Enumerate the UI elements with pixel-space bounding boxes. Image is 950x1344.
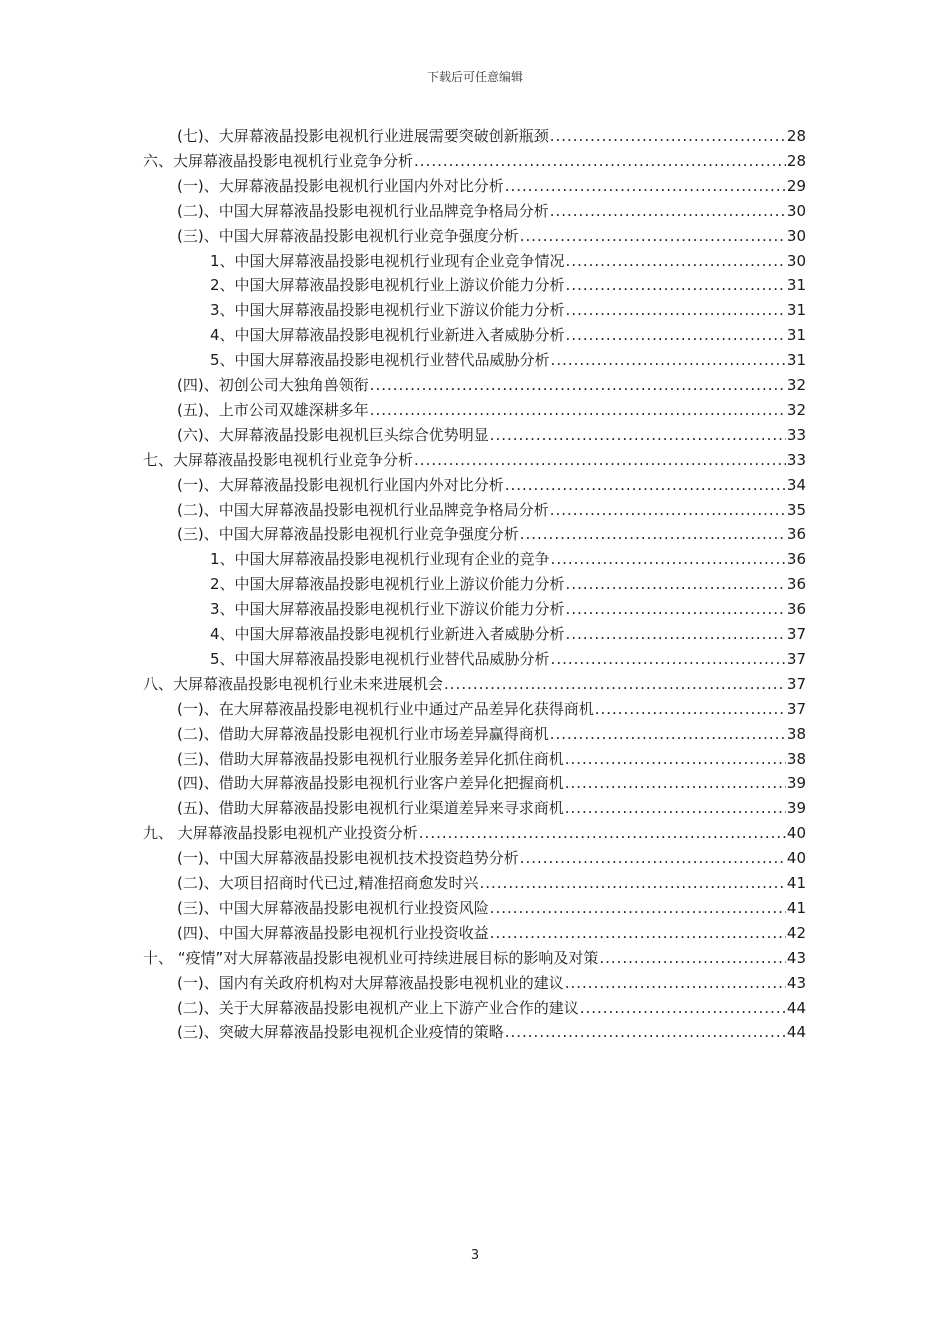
toc-dot-leader — [505, 1020, 786, 1045]
toc-dot-leader — [566, 323, 786, 348]
toc-dot-leader — [551, 647, 786, 672]
toc-entry[interactable] — [177, 796, 806, 821]
toc-entry[interactable] — [177, 174, 806, 199]
toc-entry-page: 37 — [786, 625, 806, 643]
toc-entry-title: (一)、大屏幕液晶投影电视机行业国内外对比分析 — [177, 476, 504, 494]
toc-entry-title: (二)、借助大屏幕液晶投影电视机行业市场差异赢得商机 — [177, 725, 549, 743]
toc-entry-title: 5、中国大屏幕液晶投影电视机行业替代品威胁分析 — [210, 650, 550, 668]
toc-entry-title: (五)、上市公司双雄深耕多年 — [177, 401, 369, 419]
toc-entry-page: 37 — [786, 650, 806, 668]
toc-dot-leader — [565, 747, 786, 772]
toc-entry-page: 36 — [786, 600, 806, 618]
toc-entry[interactable] — [177, 921, 806, 946]
toc-entry-title: 4、中国大屏幕液晶投影电视机行业新进入者威胁分析 — [210, 326, 565, 344]
toc-entry-page: 39 — [786, 799, 806, 817]
toc-entry-title: 1、中国大屏幕液晶投影电视机行业现有企业的竞争 — [210, 550, 550, 568]
toc-entry-page: 33 — [786, 451, 806, 469]
page-number: 3 — [470, 1248, 480, 1263]
toc-entry-page: 42 — [786, 924, 806, 942]
toc-entry[interactable] — [210, 273, 806, 298]
toc-entry-title: (二)、大项目招商时代已过,精准招商愈发时兴 — [177, 874, 479, 892]
toc-entry[interactable] — [143, 672, 806, 697]
toc-entry[interactable] — [177, 199, 806, 224]
toc-dot-leader — [551, 547, 786, 572]
toc-entry[interactable] — [177, 747, 806, 772]
toc-entry[interactable] — [143, 946, 806, 971]
toc-entry-page: 30 — [786, 202, 806, 220]
toc-dot-leader — [520, 522, 786, 547]
toc-dot-leader — [550, 199, 786, 224]
toc-entry-page: 40 — [786, 824, 806, 842]
toc-entry[interactable] — [210, 597, 806, 622]
toc-entry-title: (七)、大屏幕液晶投影电视机行业进展需要突破创新瓶颈 — [177, 127, 549, 145]
toc-entry-title: (一)、在大屏幕液晶投影电视机行业中通过产品差异化获得商机 — [177, 700, 594, 718]
toc-entry-title: (二)、关于大屏幕液晶投影电视机产业上下游产业合作的建议 — [177, 999, 579, 1017]
toc-entry[interactable] — [177, 697, 806, 722]
toc-entry[interactable] — [143, 448, 806, 473]
toc-entry-title: 5、中国大屏幕液晶投影电视机行业替代品威胁分析 — [210, 351, 550, 369]
toc-entry-title: (二)、中国大屏幕液晶投影电视机行业品牌竞争格局分析 — [177, 202, 549, 220]
toc-dot-leader — [419, 821, 786, 846]
toc-entry-title: 2、中国大屏幕液晶投影电视机行业上游议价能力分析 — [210, 276, 565, 294]
toc-entry-page: 29 — [786, 177, 806, 195]
toc-entry-page: 39 — [786, 774, 806, 792]
toc-entry[interactable] — [177, 996, 806, 1021]
toc-entry-title: 七、大屏幕液晶投影电视机行业竞争分析 — [143, 451, 414, 469]
toc-dot-leader — [566, 597, 786, 622]
toc-entry-title: (三)、中国大屏幕液晶投影电视机行业投资风险 — [177, 899, 489, 917]
toc-entry-title: (一)、国内有关政府机构对大屏幕液晶投影电视机业的建议 — [177, 974, 564, 992]
toc-entry-title: (三)、突破大屏幕液晶投影电视机企业疫情的策略 — [177, 1023, 504, 1041]
toc-entry-page: 38 — [786, 725, 806, 743]
toc-entry-page: 43 — [786, 949, 806, 967]
toc-dot-leader — [550, 124, 786, 149]
toc-entry[interactable] — [177, 124, 806, 149]
toc-entry-page: 40 — [786, 849, 806, 867]
toc-dot-leader — [550, 498, 786, 523]
toc-dot-leader — [370, 373, 786, 398]
toc-entry[interactable] — [177, 1020, 806, 1045]
toc-entry[interactable] — [210, 298, 806, 323]
toc-entry-page: 31 — [786, 351, 806, 369]
toc-dot-leader — [490, 921, 786, 946]
toc-entry-page: 43 — [786, 974, 806, 992]
toc-entry-title: 3、中国大屏幕液晶投影电视机行业下游议价能力分析 — [210, 301, 565, 319]
toc-entry-page: 36 — [786, 575, 806, 593]
toc-dot-leader — [566, 273, 786, 298]
toc-entry[interactable] — [177, 224, 806, 249]
toc-entry[interactable] — [177, 498, 806, 523]
toc-entry-title: (四)、中国大屏幕液晶投影电视机行业投资收益 — [177, 924, 489, 942]
toc-entry-page: 44 — [786, 999, 806, 1017]
toc-entry-page: 35 — [786, 501, 806, 519]
toc-dot-leader — [566, 622, 786, 647]
toc-entry-page: 32 — [786, 376, 806, 394]
toc-entry[interactable] — [177, 846, 806, 871]
page-header: 下载后可任意编辑 — [426, 70, 523, 84]
toc-entry-page: 31 — [786, 326, 806, 344]
toc-dot-leader — [599, 946, 786, 971]
toc-entry[interactable] — [177, 722, 806, 747]
toc-entry[interactable] — [210, 249, 806, 274]
toc-dot-leader — [565, 971, 786, 996]
toc-entry-title: (二)、中国大屏幕液晶投影电视机行业品牌竞争格局分析 — [177, 501, 549, 519]
toc-entry-page: 44 — [786, 1023, 806, 1041]
toc-entry-title: 3、中国大屏幕液晶投影电视机行业下游议价能力分析 — [210, 600, 565, 618]
toc-entry-page: 28 — [786, 152, 806, 170]
toc-dot-leader — [550, 722, 786, 747]
toc-entry-title: (五)、借助大屏幕液晶投影电视机行业渠道差异来寻求商机 — [177, 799, 564, 817]
toc-entry-page: 37 — [786, 675, 806, 693]
toc-entry[interactable] — [143, 149, 806, 174]
toc-entry[interactable] — [177, 522, 806, 547]
toc-entry[interactable] — [177, 971, 806, 996]
toc-entry[interactable] — [177, 473, 806, 498]
toc-dot-leader — [479, 871, 785, 896]
toc-dot-leader — [551, 348, 786, 373]
toc-entry-title: 六、大屏幕液晶投影电视机行业竞争分析 — [143, 152, 414, 170]
toc-entry-page: 32 — [786, 401, 806, 419]
toc-dot-leader — [505, 473, 786, 498]
toc-dot-leader — [414, 448, 786, 473]
toc-entry-title: (三)、中国大屏幕液晶投影电视机行业竞争强度分析 — [177, 227, 519, 245]
toc-entry[interactable] — [177, 398, 806, 423]
toc-entry[interactable] — [177, 373, 806, 398]
toc-dot-leader — [505, 174, 786, 199]
toc-entry-title: 十、 “疫情”对大屏幕液晶投影电视机业可持续进展目标的影响及对策 — [143, 949, 599, 967]
toc-entry-title: (一)、中国大屏幕液晶投影电视机技术投资趋势分析 — [177, 849, 519, 867]
toc-entry[interactable] — [210, 547, 806, 572]
toc-dot-leader — [566, 249, 786, 274]
toc-entry-title: (四)、初创公司大独角兽领衔 — [177, 376, 369, 394]
toc-entry-title: (三)、借助大屏幕液晶投影电视机行业服务差异化抓住商机 — [177, 750, 564, 768]
toc-dot-leader — [520, 224, 786, 249]
toc-entry-page: 41 — [786, 899, 806, 917]
toc-dot-leader — [566, 298, 786, 323]
toc-dot-leader — [370, 398, 786, 423]
toc-entry[interactable] — [210, 348, 806, 373]
toc-dot-leader — [414, 149, 786, 174]
toc-dot-leader — [490, 423, 786, 448]
toc-entry-page: 31 — [786, 276, 806, 294]
toc-entry-title: 九、 大屏幕液晶投影电视机产业投资分析 — [143, 824, 418, 842]
toc-entry[interactable] — [177, 771, 806, 796]
toc-entry-page: 31 — [786, 301, 806, 319]
toc-entry[interactable] — [210, 622, 806, 647]
toc-dot-leader — [490, 896, 786, 921]
toc-entry[interactable] — [177, 896, 806, 921]
toc-entry-title: (一)、大屏幕液晶投影电视机行业国内外对比分析 — [177, 177, 504, 195]
toc-dot-leader — [565, 796, 786, 821]
toc-entry[interactable] — [177, 423, 806, 448]
toc-dot-leader — [566, 572, 786, 597]
toc-entry-title: 2、中国大屏幕液晶投影电视机行业上游议价能力分析 — [210, 575, 565, 593]
toc-entry[interactable] — [210, 647, 806, 672]
toc-entry-title: 4、中国大屏幕液晶投影电视机行业新进入者威胁分析 — [210, 625, 565, 643]
toc-entry-title: 八、大屏幕液晶投影电视机行业未来进展机会 — [143, 675, 444, 693]
toc-dot-leader — [580, 996, 786, 1021]
toc-entry-page: 37 — [786, 700, 806, 718]
toc-entry-page: 30 — [786, 227, 806, 245]
toc-entry[interactable] — [143, 821, 806, 846]
toc-entry[interactable] — [210, 572, 806, 597]
toc-dot-leader — [520, 846, 786, 871]
toc-entry[interactable] — [210, 323, 806, 348]
toc-entry[interactable] — [177, 871, 806, 896]
toc-entry-page: 30 — [786, 252, 806, 270]
toc-entry-page: 33 — [786, 426, 806, 444]
toc-entry-page: 38 — [786, 750, 806, 768]
toc-entry-title: (四)、借助大屏幕液晶投影电视机行业客户差异化把握商机 — [177, 774, 564, 792]
toc-dot-leader — [565, 771, 786, 796]
toc-entry-page: 28 — [786, 127, 806, 145]
toc-entry-page: 41 — [786, 874, 806, 892]
toc-dot-leader — [444, 672, 786, 697]
toc-entry-title: 1、中国大屏幕液晶投影电视机行业现有企业竞争情况 — [210, 252, 565, 270]
toc-entry-title: (三)、中国大屏幕液晶投影电视机行业竞争强度分析 — [177, 525, 519, 543]
toc-dot-leader — [595, 697, 786, 722]
toc-entry-page: 34 — [786, 476, 806, 494]
toc-entry-page: 36 — [786, 550, 806, 568]
toc-entry-page: 36 — [786, 525, 806, 543]
toc-entry-title: (六)、大屏幕液晶投影电视机巨头综合优势明显 — [177, 426, 489, 444]
